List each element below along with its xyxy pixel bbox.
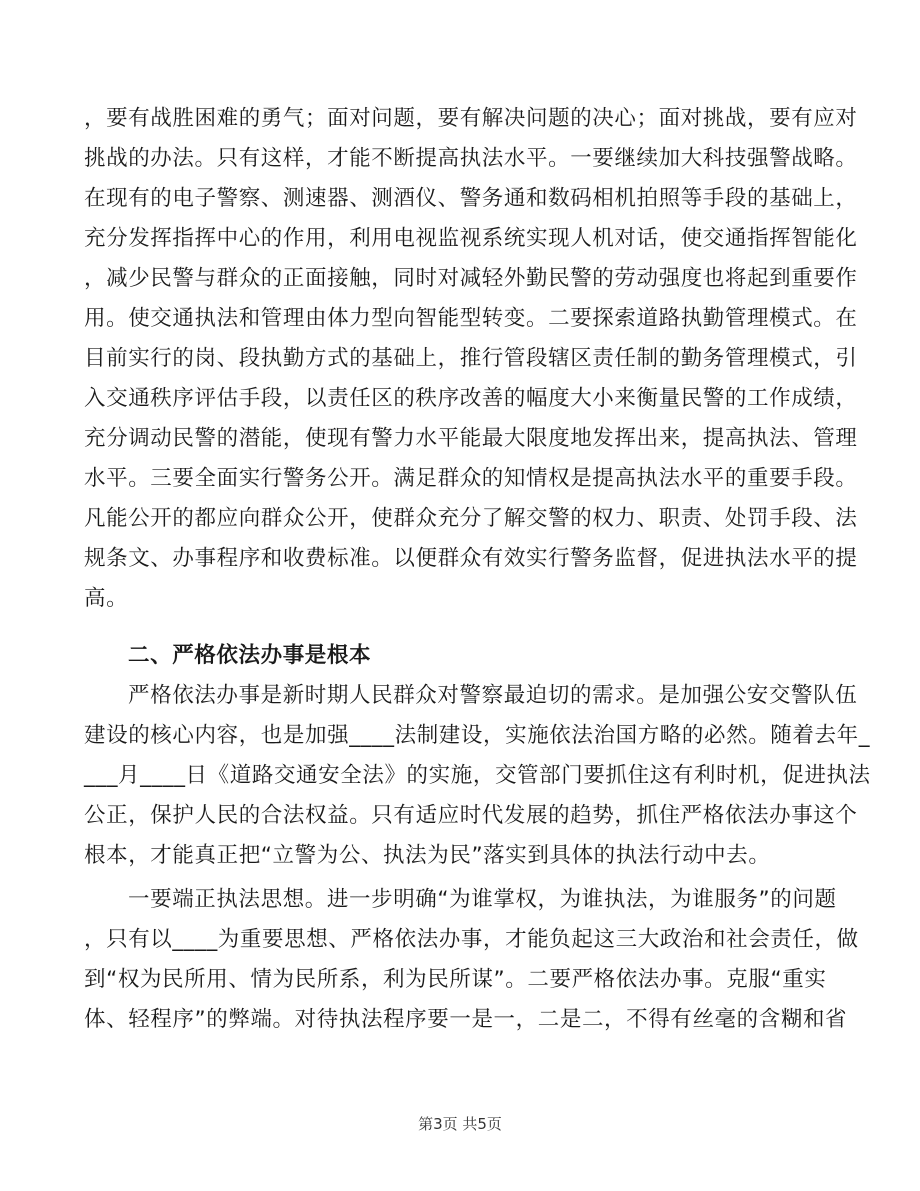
body-text-line: 体、轻程序”的弊端。对待执法程序要一是一，二是二，不得有丝毫的含糊和省 — [84, 1007, 848, 1032]
page-number-footer: 第3页 共5页 — [418, 1115, 502, 1133]
body-text-line: 一要端正执法思想。进一步明确“为谁掌权，为谁执法，为谁服务”的问题 — [128, 887, 837, 912]
body-text-line: ，只有以____为重要思想、严格依法办事，才能负起这三大政治和社会责任，做 — [84, 927, 859, 952]
body-text-line: 充分调动民警的潜能，使现有警力水平能最大限度地发挥出来，提高执法、管理 — [84, 426, 858, 451]
body-text-line: 凡能公开的都应向群众公开，使群众充分了解交警的权力、职责、处罚手段、法 — [84, 506, 858, 531]
body-text-line: 严格依法办事是新时期人民群众对警察最迫切的需求。是加强公安交警队伍 — [128, 683, 858, 708]
body-text-line: ，要有战胜困难的勇气；面对问题，要有解决问题的决心；面对挑战，要有应对 — [84, 106, 858, 131]
body-text-line: 目前实行的岗、段执勤方式的基础上，推行管段辖区责任制的勤务管理模式，引 — [84, 346, 858, 371]
body-text-line: ，减少民警与群众的正面接触，同时对减轻外勤民警的劳动强度也将起到重要作 — [84, 266, 858, 291]
body-text-line: 用。使交通执法和管理由体力型向智能型转变。二要探索道路执勤管理模式。在 — [84, 306, 858, 331]
section-heading: 二、严格依法办事是根本 — [128, 643, 372, 668]
body-text-line: 建设的核心内容，也是加强____法制建设，实施依法治国方略的必然。随着去年_ — [84, 723, 871, 748]
body-text-line: 根本，才能真正把“立警为公、执法为民”落实到具体的执法行动中去。 — [84, 843, 771, 868]
body-text-line: 在现有的电子警察、测速器、测酒仪、警务通和数码相机拍照等手段的基础上， — [84, 186, 858, 211]
body-text-line: 挑战的办法。只有这样，才能不断提高执法水平。一要继续加大科技强警战略。 — [84, 146, 858, 171]
body-text-line: 公正，保护人民的合法权益。只有适应时代发展的趋势，抓住严格依法办事这个 — [84, 803, 858, 828]
body-text-line: 到“权为民所用、情为民所系，利为民所谋”。二要严格依法办事。克服“重实 — [84, 967, 827, 992]
body-text-line: 充分发挥指挥中心的作用，利用电视监视系统实现人机对话，使交通指挥智能化 — [84, 226, 858, 251]
body-text-line: 高。 — [84, 586, 129, 611]
body-text-line: 入交通秩序评估手段，以责任区的秩序改善的幅度大小来衡量民警的工作成绩， — [84, 386, 858, 411]
body-text-line: 水平。三要全面实行警务公开。满足群众的知情权是提高执法水平的重要手段。 — [84, 466, 858, 491]
body-text-line: 规条文、办事程序和收费标准。以便群众有效实行警务监督，促进执法水平的提 — [84, 546, 858, 571]
body-text-line: ___月____日《道路交通安全法》的实施，交管部门要抓住这有利时机，促进执法 — [84, 763, 871, 788]
